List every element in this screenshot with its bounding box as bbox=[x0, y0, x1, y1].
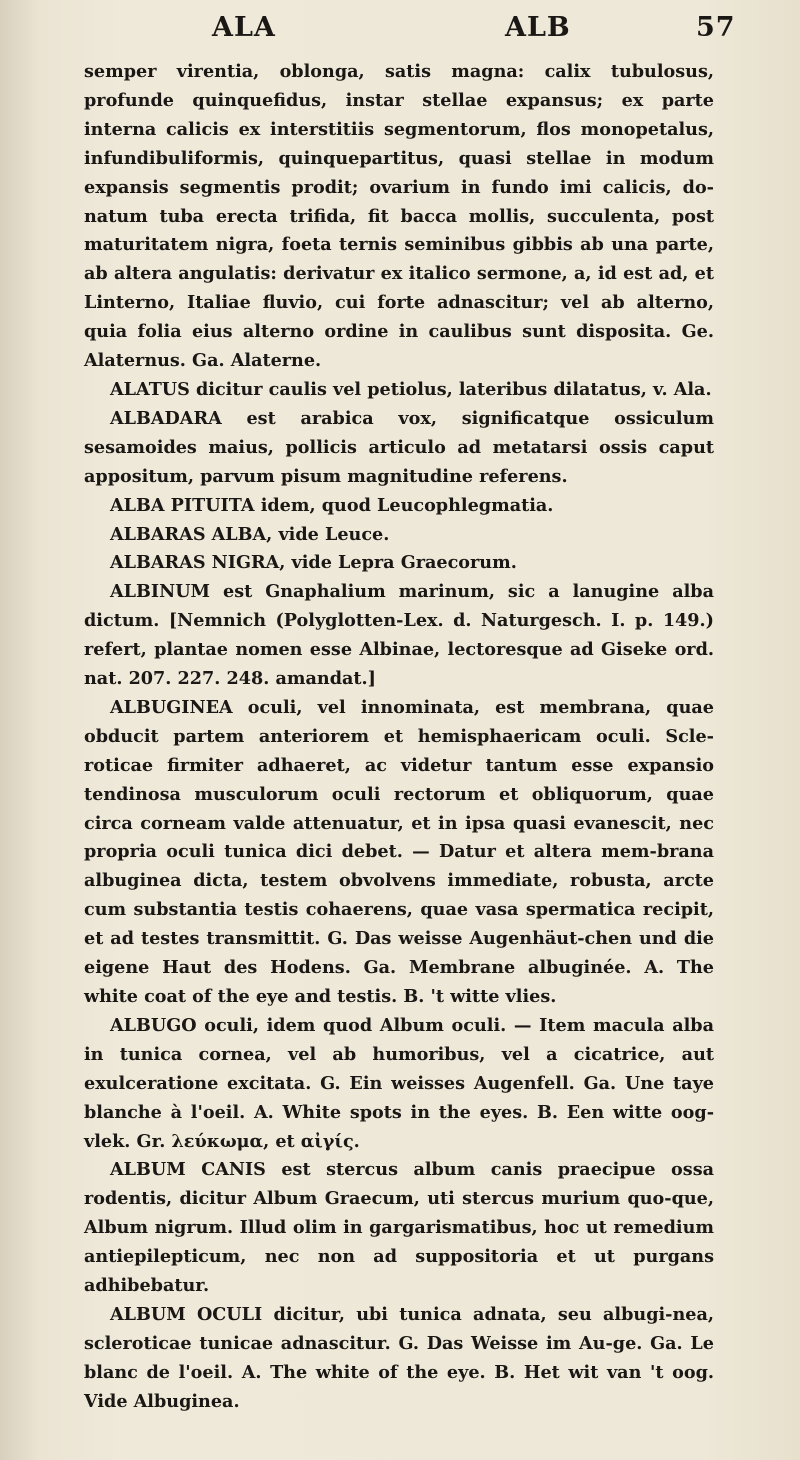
entry-albaras-nigra: ALBARAS NIGRA, vide Lepra Graecorum. bbox=[110, 552, 517, 574]
entry-alba-pituita: ALBA PITUITA idem, quod Leucophlegmatia. bbox=[110, 494, 554, 516]
running-header bbox=[0, 12, 800, 52]
entry-albugo: ALBUGO oculi, idem quod Album oculi. — Item macula alba in tunica cornea, vel ab humoribus, vel a cicatrice, aut exulceratione excitata. G. Ein weisses Augenfell. Ga. Une taye blanche à l'oeil. A. White spots in the eyes. B. Een witte oog-vlek. Gr. λεύκωμα, et αἰγίς. bbox=[84, 1014, 714, 1152]
entry-continuation-alaternus: semper virentia, oblonga, satis magna: calix tubulosus, profunde quinquefidus, instar stellae expansus; ex parte interna calicis ex interstitiis segmentorum, flos monopetalus, infundibuliformis, quinquepartitus, quasi stellae in modum expansis segmentis prodit; ovarium in fundo imi calicis, do-natum tuba erecta trifida, fit bacca mollis, succulenta, post maturitatem nigra, foeta ternis seminibus gibbis ab una parte, ab altera angulatis: derivatur ex italico sermone, a, id est ad, et Linterno, Italiae fluvio, cui forte adnascitur; vel ab alterno, quia folia eius alterno ordine in caulibus sunt disposita. Ge. Alaternus. Ga. Alaterne. bbox=[84, 61, 714, 372]
entry-albadara: ALBADARA est arabica vox, significatque ossiculum sesamoides maius, pollicis articulo ad metatarsi ossis caput appositum, parvum pisum magnitudine referens. bbox=[84, 407, 714, 487]
entry-album-oculi: ALBUM OCULI dicitur, ubi tunica adnata, seu albugi-nea, scleroticae tunicae adnascitur. G. Das Weisse im Au-ge. Ga. Le blanc de l'oeil. A. The white of the eye. B. Het wit van 't oog. Vide Albuginea. bbox=[84, 1303, 714, 1412]
entry-albaras-alba: ALBARAS ALBA, vide Leuce. bbox=[110, 523, 390, 545]
header-center-guideword: ALB bbox=[505, 12, 571, 43]
entry-albuginea: ALBUGINEA oculi, vel innominata, est membrana, quae obducit partem anteriorem et hemisphaericam oculi. Scle-roticae firmiter adhaeret, ac videtur tantum esse expansio tendinosa musculorum oculi rectorum et obliquorum, quae circa corneam valde attenuatur, et in ipsa quasi evanescit, nec propria oculi tunica dici debet. — Datur et altera mem-brana albuginea dicta, testem obvolvens immediate, robusta, arcte cum substantia testis cohaerens, quae vasa spermatica recipit, et ad testes transmittit. G. Das weisse Augenhäut-chen und die eigene Haut des Hodens. Ga. Membrane albuginée. A. The white coat of the eye and testis. B. 't witte vlies. bbox=[84, 696, 714, 1007]
header-left-guideword: ALA bbox=[212, 12, 276, 43]
page-number: 57 bbox=[696, 12, 736, 43]
entry-albinum: ALBINUM est Gnaphalium marinum, sic a lanugine alba dictum. [Nemnich (Polyglotten-Lex. d. Naturgesch. I. p. 149.) refert, plantae nomen esse Albinae, lectoresque ad Giseke ord. nat. 207. 227. 248. amandat.] bbox=[84, 581, 714, 690]
entry-album-canis: ALBUM CANIS est stercus album canis praecipue ossa rodentis, dicitur Album Graecum, uti stercus murium quo-que, Album nigrum. Illud olim in gargarismatibus, hoc ut remedium antiepilepticum, nec non ad suppositoria et ut purgans adhibebatur. bbox=[84, 1159, 714, 1297]
dictionary-body bbox=[84, 58, 714, 1417]
entry-alatus: ALATUS dicitur caulis vel petiolus, lateribus dilatatus, v. Ala. bbox=[110, 378, 712, 400]
